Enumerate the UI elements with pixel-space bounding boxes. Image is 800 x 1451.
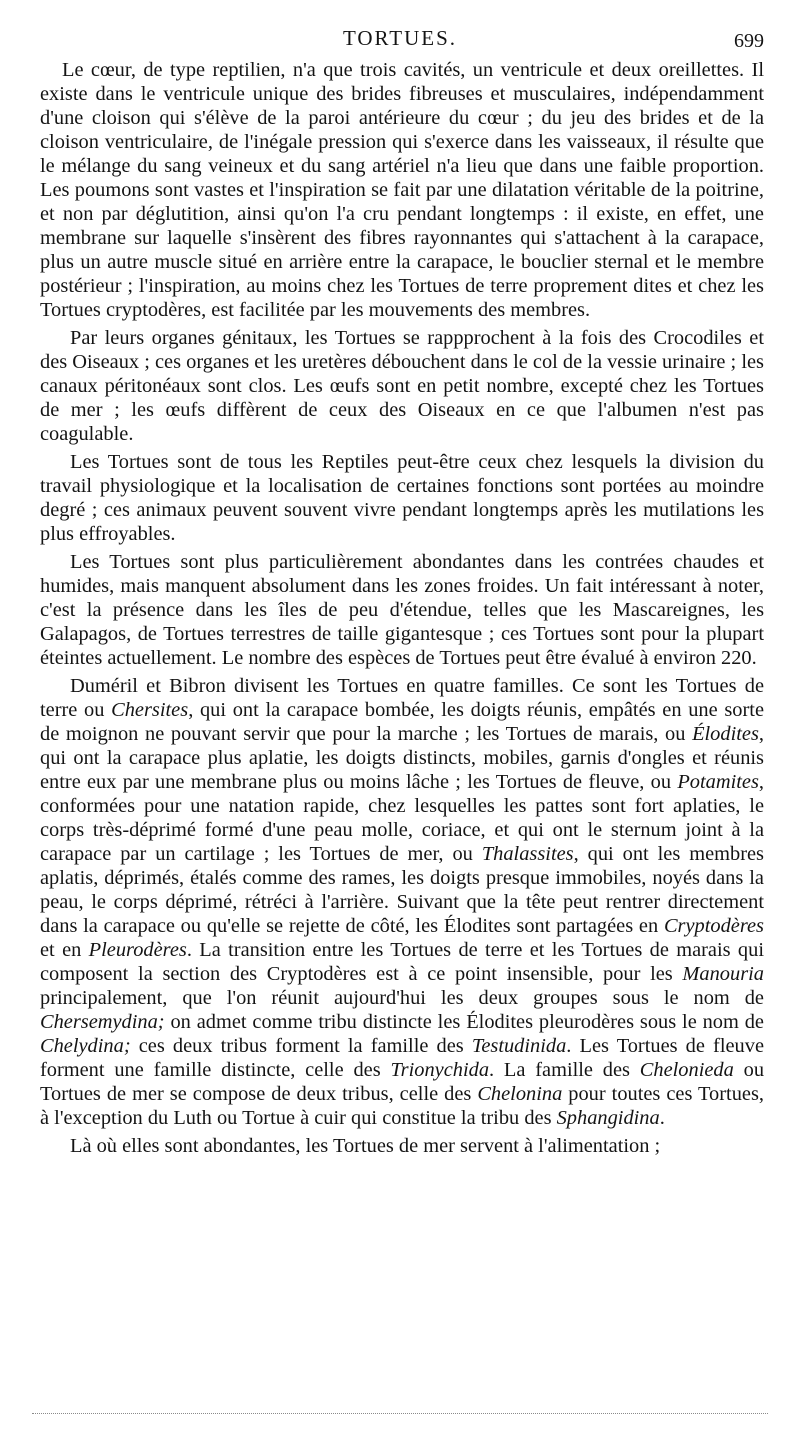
text-run: et en [40,939,89,961]
paragraph [40,450,764,546]
italic-term: Testudinida [471,1035,567,1057]
text-run: Par leurs organes génitaux, les Tortues se rappprochent à la fois des Crocodiles et des Oiseaux ; ces organes et les uretères débouchent dans le col de la vessie urinaire ; les canaux péritonéaux sont clos. Les œufs sont en petit nombre, excepté chez les Tortues de mer ; les œufs diffèrent de ceux des Oiseaux en ce que l'albumen n'est pas coagulable. [40,327,764,445]
italic-term: Thalassites [481,843,574,865]
text-run: Le cœur, de type reptilien, n'a que trois cavités, un ventricule et deux oreillettes. Il existe dans le ventricule unique des brides fibreuses et musculaires, indépendamment d'une cloison qui s'élève de la paroi antérieure du cœur ; du jeu des brides et de la cloison ventriculaire, de l'inégale pression qui s'exerce dans les vaisseaux, il résulte que le mélange du sang veineux et du sang artériel n'a lieu que dans une faible proportion. Les poumons sont vastes et l'inspiration se fait par une dilatation véritable de la poitrine, et non par déglutition, ainsi qu'on l'a cru pendant longtemps : il existe, en effet, une membrane sur laquelle s'insèrent des fibres rayonnantes qui s'attachent à la carapace, plus un autre muscle situé en arrière entre la carapace, le bouclier sternal et le membre postérieur ; l'inspiration, au moins chez les Tortues de terre proprement dites et chez les Tortues cryptodères, est facilitée par les mouvements des membres. [40,59,764,321]
italic-term: Chersemydina; [40,1011,165,1033]
text-run: . La famille des [489,1059,640,1081]
paragraph [40,550,764,670]
text-run: principalement, que l'on réunit aujourd'hui les deux groupes sous le nom de [40,987,764,1009]
italic-term: Chelonina [477,1083,563,1105]
text-run: , qui ont les membres aplatis, déprimés, étalés comme des rames, les doigts presque immobiles, noyés dans la peau, le corps déprimé, rétréci à l'arrière. Suivant que la tête peut rentrer directement dans la carapace ou qu'elle se rejette de côté, les Élodites sont partagées en [40,843,764,937]
text-run: . La transition entre les Tortues de terre et les Tortues de marais qui composent la section des Cryptodères est à ce point insensible, pour les [40,939,764,985]
italic-term: Chelydina; [40,1035,131,1057]
text-run: Les Tortues sont de tous les Reptiles peut-être ceux chez lesquels la division du travail physiologique et la localisation de certaines fonctions sont portées au moindre degré ; ces animaux peuvent souvent vivre pendant longtemps après les mutilations les plus effroyables. [40,451,764,545]
italic-term: Chersites [111,699,189,721]
text-run: , qui ont la carapace bombée, les doigts réunis, empâtés en une sorte de moignon ne pouvant servir que pour la marche ; les Tortues de marais, ou [40,699,764,745]
running-title: TORTUES. [342,26,458,50]
text-run: on admet comme tribu distincte les Élodites pleurodères sous le nom de [164,1011,764,1033]
italic-term: Cryptodères [663,915,764,937]
paragraph [40,1134,764,1158]
paragraph [40,58,764,322]
text-run: Les Tortues sont plus particulièrement abondantes dans les contrées chaudes et humides, mais manquent absolument dans les zones froides. Un fait intéressant à noter, c'est la présence dans les îles de peu d'étendue, telles que les Mascareignes, les Galapagos, de Tortues terrestres de taille gigantesque ; ces Tortues sont pour la plupart éteintes actuellement. Le nombre des espèces de Tortues peut être évalué à environ 220. [40,551,764,669]
text-run: ces deux tribus forment la famille des [130,1035,472,1057]
italic-term: Trionychida [390,1059,490,1081]
paragraph [40,326,764,446]
text-run: , conformées pour une natation rapide, chez lesquelles les pattes sont fort aplaties, le corps très-déprimé formé d'une peau molle, coriace, et qui ont le sternum joint à la carapace par un cartilage ; les Tortues de mer, ou [40,771,764,865]
paragraph [40,674,764,1130]
text-run: ou Tortues de mer se compose de deux tribus, celle des [40,1059,765,1105]
footer-dotted-rule [32,1413,768,1414]
body-text [40,58,764,1162]
italic-term: Manouria [682,963,764,985]
text-run: , qui ont la carapace plus aplatie, les doigts distincts, mobiles, garnis d'ongles et réunis entre eux par une membrane plus ou moins lâche ; les Tortues de fleuve, ou [40,723,764,793]
italic-term: Sphangidina [556,1107,660,1129]
italic-term: Élodites [692,723,759,745]
text-run: Duméril et Bibron divisent les Tortues en quatre familles. Ce sont les Tortues de terre ou [40,675,764,721]
italic-term: Potamites [677,771,759,793]
text-run: . [659,1107,665,1129]
italic-term: Chelonieda [639,1059,734,1081]
italic-term: Pleurodères [88,939,187,961]
text-run: . Les Tortues de fleuve forment une famille distincte, celle des [40,1035,764,1081]
page-header [0,26,800,58]
page-number: 699 [734,30,764,52]
text-run: Là où elles sont abondantes, les Tortues de mer servent à l'alimentation ; [70,1135,661,1157]
text-run: pour toutes ces Tortues, à l'exception du Luth ou Tortue à cuir qui constitue la tribu des [40,1083,764,1129]
